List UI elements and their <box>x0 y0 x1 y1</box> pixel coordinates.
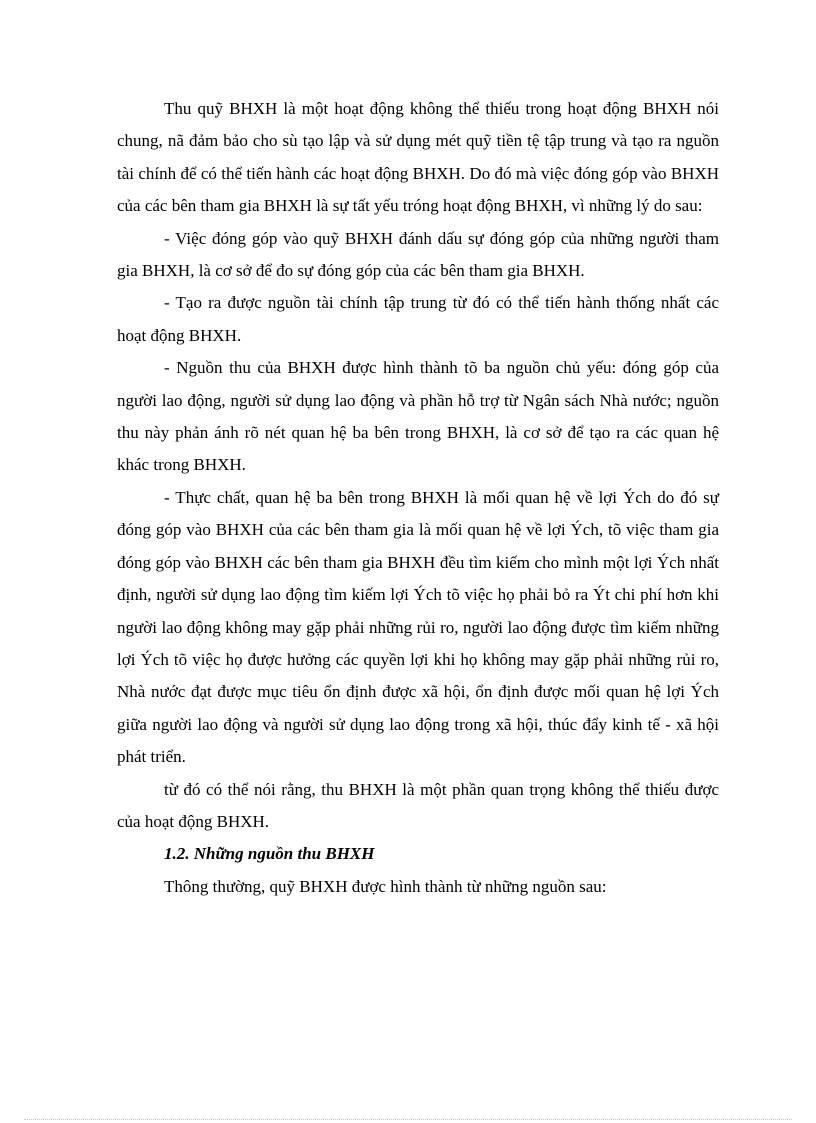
paragraph-bullet-finance: - Tạo ra được nguồn tài chính tập trung từ đó có thể tiến hành thống nhất các hoạt động BHXH. <box>117 293 719 345</box>
paragraph-bullet-relations: - Thực chất, quan hệ ba bên trong BHXH là mối quan hệ về lợi Ých do đó sự đóng góp vào BHXH của các bên tham gia là mối quan hệ về lợi Ých, tõ việc tham gia đóng góp vào BHXH các bên tham gia BHXH đều tìm kiếm cho mình một lợi Ých nhất định, người sử dụng lao động tìm kiếm lợi Ých tõ việc họ phải bỏ ra Ýt chi phí hơn khi người lao động không may gặp phải những rủi ro, người lao động được tìm kiếm những lợi Ých tõ việc họ được hưởng các quyền lợi khi họ không may gặp phải những rủi ro, Nhà nước đạt được mục tiêu ổn định được xã hội, ổn định được mối quan hệ lợi Ých giữa người lao động và người sử dụng lao động trong xã hội, thúc đẩy kinh tế - xã hội phát triển. <box>117 487 719 767</box>
page-bottom-divider <box>24 1119 792 1120</box>
document-body <box>117 93 719 903</box>
paragraph-bullet-contribution: - Việc đóng góp vào quỹ BHXH đánh dấu sự đóng góp của những người tham gia BHXH, là cơ sở để đo sự đóng góp của các bên tham gia BHXH. <box>117 228 719 281</box>
paragraph-intro: Thu quỹ BHXH là một hoạt động không thể thiếu trong hoạt động BHXH nói chung, nã đảm bảo cho sù tạo lập và sử dụng mét quỹ tiền tệ tập trung và tạo ra nguồn tài chính để có thể tiến hành các hoạt động BHXH. Do đó mà việc đóng góp vào BHXH của các bên tham gia BHXH là sự tất yếu tróng hoạt động BHXH, vì những lý do sau: <box>117 99 719 216</box>
paragraph-bullet-sources: - Nguồn thu của BHXH được hình thành tõ ba nguồn chủ yếu: đóng góp của người lao động, người sử dụng lao động và phần hỗ trợ từ Ngân sách Nhà nước; nguồn thu này phản ánh rõ nét quan hệ ba bên trong BHXH, là cơ sở để tạo ra các quan hệ khác trong BHXH. <box>117 358 719 475</box>
paragraph-conclusion: từ đó có thể nói rằng, thu BHXH là một phần quan trọng không thể thiếu được của hoạt động BHXH. <box>117 779 719 831</box>
section-heading: 1.2. Những nguồn thu BHXH <box>164 844 375 864</box>
paragraph-sources-intro: Thông thường, quỹ BHXH được hình thành từ những nguồn sau: <box>164 876 607 896</box>
